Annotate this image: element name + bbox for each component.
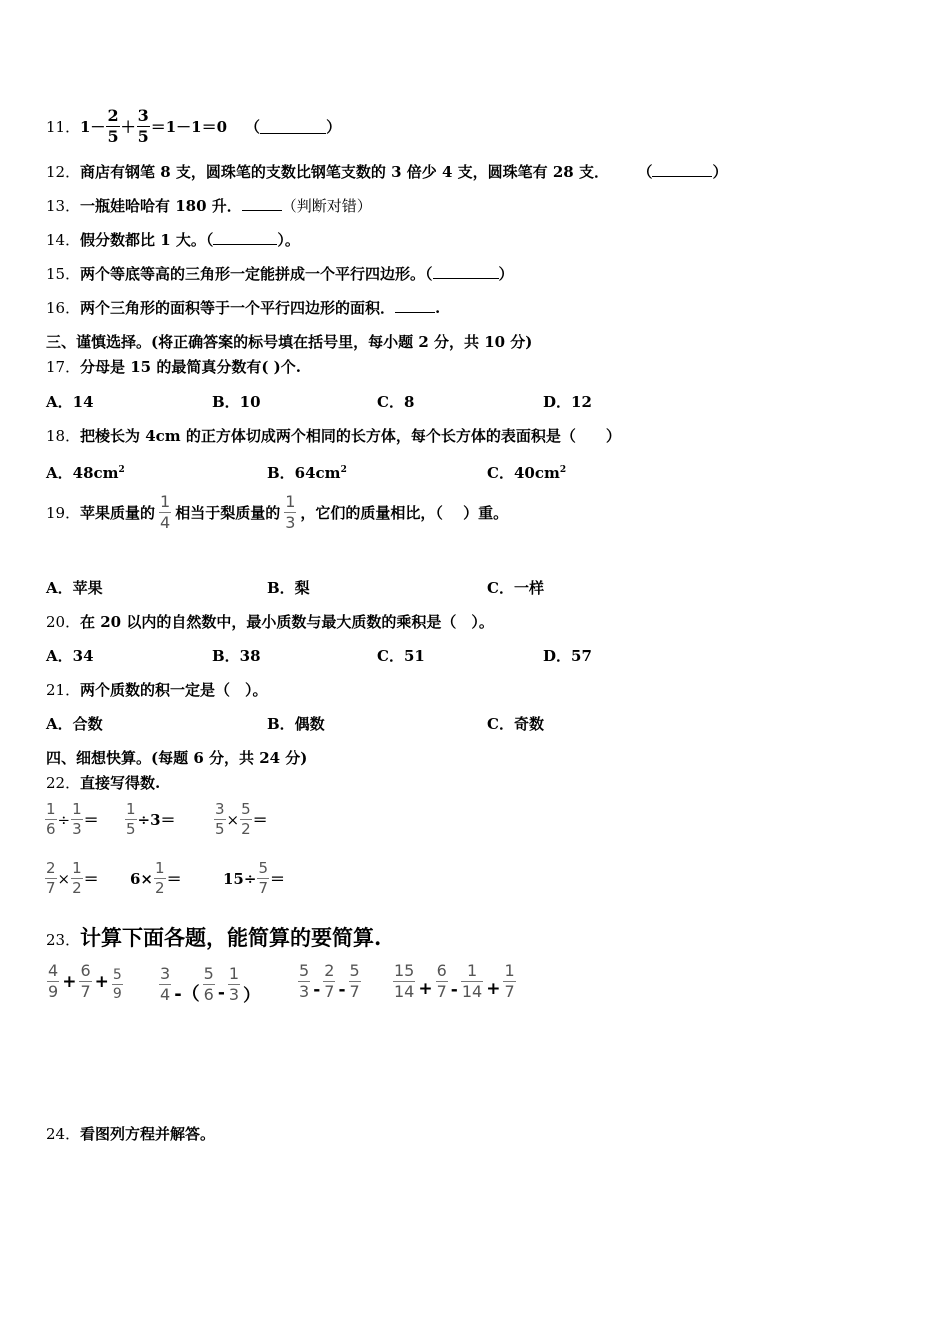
option-b[interactable]: B．偶数 (267, 715, 325, 733)
fraction: $\frac{6}{7}$ (80, 961, 91, 1001)
question-text: 分母是 15 的最简真分数有( )个. (80, 358, 301, 376)
question-text: 两个等底等高的三角形一定能拼成一个平行四边形。（ (80, 265, 433, 283)
question-number: 19． (46, 503, 81, 522)
paren: （ (245, 117, 261, 136)
calc-5 (130, 861, 182, 896)
fraction: $\frac{5}{9}$ (112, 967, 122, 1002)
question-number: 20． (46, 613, 81, 631)
option-d[interactable]: D．57 (543, 647, 592, 665)
question-tail: . (435, 299, 441, 317)
question-number: 16． (46, 299, 81, 317)
fraction: $\frac{1}{2}$ (155, 859, 165, 897)
question-text: 商店有钢笔 8 支，圆珠笔的支数比钢笔支数的 3 倍少 4 支，圆珠笔有 28 支． (80, 163, 609, 181)
equals: ＝ (270, 870, 286, 888)
question-16 (46, 298, 440, 318)
question-text: ，它们的质量相比，（ ）重。 (300, 503, 509, 522)
fraction: $\frac{5}{6}$ (203, 963, 214, 1004)
fraction: $\frac{5}{2}$ (241, 800, 251, 838)
option-c[interactable]: C．51 (377, 647, 425, 665)
equals: ＝ (252, 811, 268, 829)
option-b[interactable]: B．$64cm^2$ (267, 464, 347, 482)
question-number: 11． (46, 117, 81, 136)
question-11 (46, 108, 341, 145)
question-text: 苹果质量的 (80, 503, 156, 522)
question-23 (46, 922, 381, 952)
question-text: 看图列方程并解答。 (80, 1125, 216, 1143)
question-text: 两个质数的积一定是（ ）。 (80, 681, 268, 699)
option-a[interactable]: A．苹果 (46, 579, 103, 597)
question-24 (46, 1124, 215, 1144)
paren: ） (326, 117, 342, 136)
answer-blank[interactable] (260, 119, 326, 134)
fraction: $\frac{1}{14}$ (461, 960, 483, 1001)
fraction: $\frac{2}{5}$ (107, 106, 119, 146)
section-heading-4: 四、细想快算。(每题 6 分，共 24 分) (46, 749, 308, 767)
equals: ＝ (83, 811, 99, 829)
question-number: 17． (46, 358, 81, 376)
answer-blank[interactable] (433, 264, 499, 279)
expr-text: ＋ (120, 117, 136, 136)
option-c[interactable]: C．奇数 (487, 715, 544, 733)
calc-1 (44, 802, 99, 837)
fraction: $\frac{1}{2}$ (72, 859, 82, 897)
operator: - (313, 980, 321, 1000)
option-a[interactable]: A．34 (46, 647, 94, 665)
fraction: $\frac{1}{6}$ (46, 800, 56, 838)
question-text: 两个三角形的面积等于一个平行四边形的面积． (80, 299, 396, 317)
question-number: 13． (46, 197, 81, 215)
expression-4 (392, 962, 517, 1000)
question-tail: ） (498, 265, 514, 283)
option-c[interactable]: C．$40cm^2$ (487, 464, 567, 482)
fraction: $\frac{5}{7}$ (349, 960, 360, 1001)
operator: 6× (130, 869, 154, 888)
question-number: 12． (46, 163, 81, 181)
fraction: $\frac{1}{5}$ (126, 800, 136, 838)
question-text: 直接写得数. (80, 774, 161, 792)
paren: （ (644, 163, 653, 181)
option-a[interactable]: A．合数 (46, 715, 103, 733)
answer-blank[interactable] (242, 196, 282, 211)
operator: - (450, 980, 458, 1000)
option-d[interactable]: D．12 (543, 393, 592, 411)
question-18 (46, 426, 621, 446)
option-c[interactable]: C．8 (377, 393, 415, 411)
question-19 (46, 494, 508, 531)
question-text: 在 20 以内的自然数中，最小质数与最大质数的乘积是（ ）。 (80, 613, 494, 631)
expression-1 (46, 962, 124, 1001)
question-tail: ）。 (277, 231, 300, 249)
fraction: $\frac{5}{7}$ (258, 859, 268, 897)
question-21 (46, 680, 268, 700)
calc-4 (44, 861, 99, 896)
operator: + (418, 979, 433, 999)
answer-blank[interactable] (213, 230, 277, 245)
question-13 (46, 196, 372, 216)
question-number: 24． (46, 1125, 81, 1143)
fraction: $\frac{1}{7}$ (504, 960, 515, 1001)
question-14 (46, 230, 300, 250)
question-text: 假分数都比 1 大。（ (80, 231, 214, 249)
fraction: $\frac{2}{7}$ (324, 960, 335, 1001)
question-number: 22． (46, 774, 81, 792)
option-b[interactable]: B．梨 (267, 579, 310, 597)
operator: + (94, 971, 109, 992)
calc-2 (124, 802, 176, 837)
question-number: 15． (46, 265, 81, 283)
expr-text: ＝1－1＝0 (150, 117, 228, 136)
answer-blank[interactable] (652, 162, 712, 177)
calc-3 (213, 802, 268, 837)
expression-3 (297, 962, 362, 1000)
fraction: $\frac{3}{5}$ (137, 106, 149, 146)
equals: ＝ (83, 870, 99, 888)
operator: + (486, 979, 501, 999)
question-number: 14． (46, 231, 81, 249)
question-20 (46, 612, 494, 632)
operator: - (338, 980, 346, 1000)
question-12 (46, 162, 728, 182)
option-b[interactable]: B．10 (212, 393, 261, 411)
operator: ÷ (57, 810, 71, 829)
question-22 (46, 773, 160, 793)
question-15 (46, 264, 514, 284)
fraction: $\frac{1}{4}$ (160, 492, 171, 532)
option-a[interactable]: A．$48cm^2$ (46, 464, 125, 482)
answer-blank[interactable] (395, 298, 435, 313)
fraction: $\frac{1}{3}$ (72, 800, 82, 838)
option-c[interactable]: C．一样 (487, 579, 544, 597)
fraction: $\frac{3}{5}$ (215, 800, 225, 838)
paren: ） (712, 163, 728, 181)
operator: - (217, 983, 225, 1003)
fraction: $\frac{4}{9}$ (48, 961, 59, 1001)
operator: + (62, 971, 77, 992)
question-text: 一瓶娃哈哈有 180 升． (80, 197, 242, 215)
fraction: $\frac{5}{3}$ (299, 960, 310, 1001)
option-a[interactable]: A．14 (46, 393, 94, 411)
operator: ÷3＝ (137, 811, 176, 829)
fraction: $\frac{6}{7}$ (436, 960, 447, 1001)
question-text: 计算下面各题，能简算的要简算. (80, 925, 382, 950)
fraction: $\frac{3}{4}$ (160, 963, 171, 1004)
operator: 15÷ (223, 869, 257, 888)
question-number: 21． (46, 681, 81, 699)
question-text: 把棱长为 4cm 的正方体切成两个相同的长方体，每个长方体的表面积是（ ） (80, 427, 621, 445)
question-text: 相当于梨质量的 (175, 503, 281, 522)
section-heading-3: 三、谨慎选择。(将正确答案的标号填在括号里，每小题 2 分，共 10 分) (46, 333, 533, 351)
operator: -（ (174, 984, 200, 1005)
fraction: $\frac{15}{14}$ (394, 960, 415, 1001)
question-number: 23． (46, 931, 81, 949)
option-b[interactable]: B．38 (212, 647, 261, 665)
fraction: $\frac{1}{3}$ (228, 963, 240, 1004)
question-number: 18． (46, 427, 81, 445)
question-17 (46, 357, 301, 377)
operator: ） (243, 985, 261, 1006)
question-tail: （判断对错） (281, 197, 372, 215)
expression-2 (158, 962, 262, 1006)
operator: × (226, 810, 240, 829)
equals: ＝ (166, 870, 182, 888)
fraction: $\frac{1}{3}$ (285, 492, 296, 532)
operator: × (57, 869, 71, 888)
fraction: $\frac{2}{7}$ (46, 859, 56, 897)
expr-text: 1－ (80, 117, 106, 136)
calc-6 (223, 861, 285, 896)
